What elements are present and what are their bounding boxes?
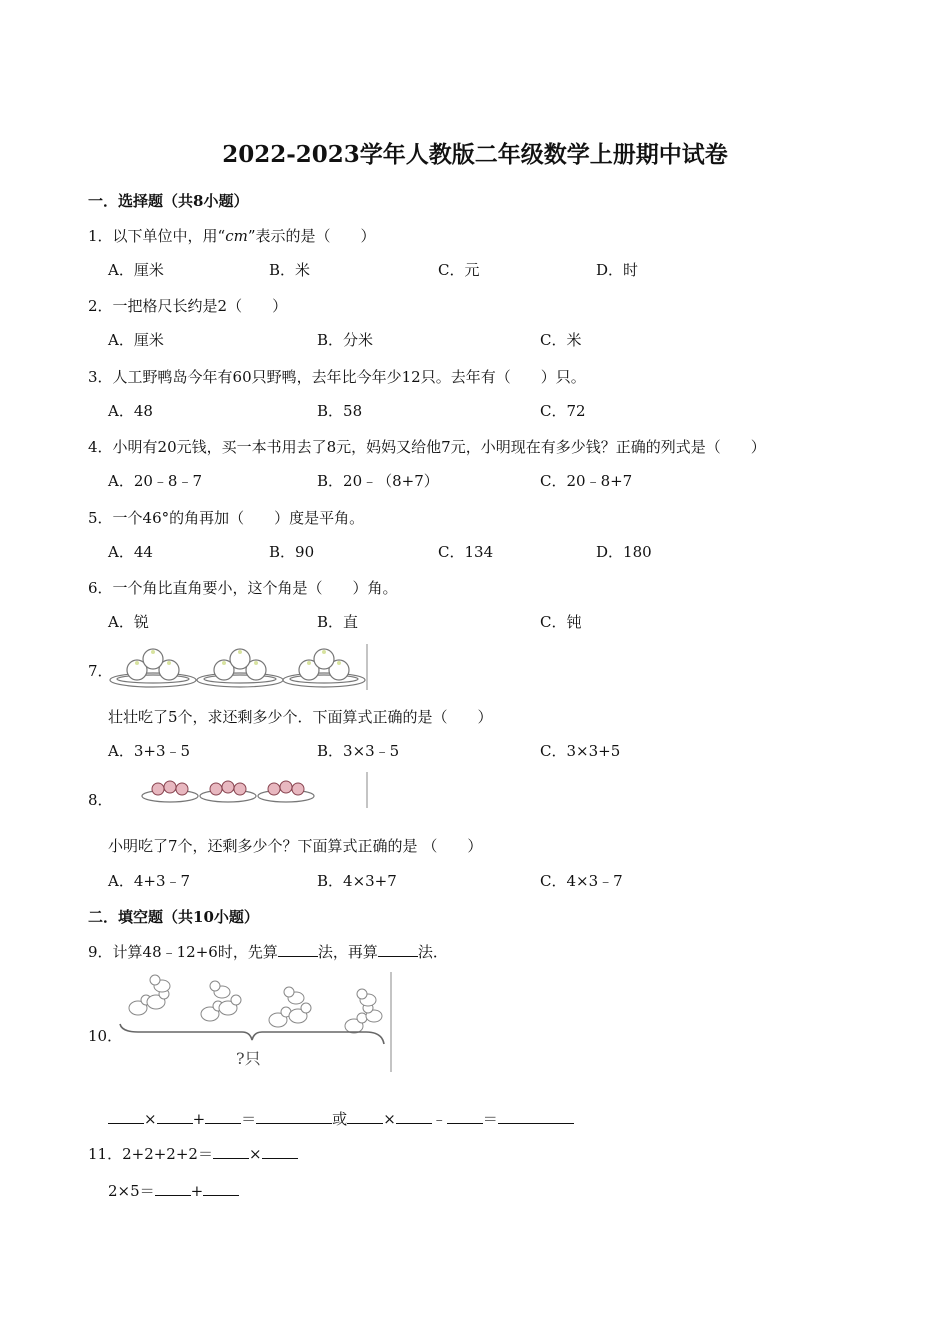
question-8-number: 8．	[88, 791, 113, 809]
option-c[interactable]: C．20﹣8+7	[540, 472, 633, 490]
question-text: 11．2+2+2+2＝	[88, 1145, 213, 1163]
option-b[interactable]: B．4×3+7	[317, 872, 397, 890]
question-text: 2×5＝	[108, 1182, 155, 1200]
question-text: 9．计算48﹣12+6时，先算	[88, 943, 278, 961]
option-c[interactable]: C．米	[540, 331, 582, 349]
peach-plates-drawing	[140, 772, 368, 808]
question-number: 1．	[88, 227, 113, 245]
unit-text: cm	[225, 227, 248, 245]
option-d[interactable]: D．180	[596, 543, 652, 561]
answer-blank[interactable]	[447, 1109, 483, 1124]
chicks-group-image	[118, 972, 392, 1072]
minus-sign: ﹣	[431, 1110, 447, 1128]
bun-plates-image	[108, 644, 368, 690]
question-text: 法．	[417, 943, 448, 961]
section-heading-fill: 二．填空题（共10小题）	[88, 908, 259, 926]
answer-blank[interactable]	[278, 942, 318, 957]
option-c[interactable]: C．元	[438, 261, 480, 279]
option-c[interactable]: C．134	[438, 543, 494, 561]
question-text: 以下单位中，用“	[112, 227, 226, 245]
answer-blank[interactable]	[262, 1144, 298, 1159]
option-a[interactable]: A．44	[108, 543, 153, 561]
option-a[interactable]: A．厘米	[108, 331, 164, 349]
question-text: ”表示的是（ ）	[247, 227, 376, 245]
question-10-formula	[108, 1108, 574, 1129]
option-a[interactable]: A．锐	[108, 613, 149, 631]
answer-blank[interactable]	[347, 1109, 383, 1124]
option-a[interactable]: A．4+3﹣7	[108, 872, 191, 890]
option-a[interactable]: A．20﹣8﹣7	[108, 472, 203, 490]
section-heading-choice: 一．选择题（共8小题）	[88, 192, 249, 210]
times-sign: ×	[248, 1145, 262, 1163]
question-9	[88, 941, 448, 962]
option-b[interactable]: B．20﹣（8+7）	[317, 472, 439, 490]
option-b[interactable]: B．90	[269, 543, 315, 561]
plus-sign: +	[190, 1182, 204, 1200]
question-8: 小明吃了7个，还剩多少个？下面算式正确的是 （ ）	[108, 837, 483, 855]
option-c[interactable]: C．钝	[540, 613, 582, 631]
answer-blank[interactable]	[108, 1109, 144, 1124]
times-sign: ×	[383, 1110, 396, 1128]
peach-plates-image	[140, 772, 368, 808]
question-2: 2．一把格尺长约是2（ ）	[88, 297, 288, 315]
question-7: 壮壮吃了5个，求还剩多少个．下面算式正确的是（ ）	[108, 708, 493, 726]
option-c[interactable]: C．72	[540, 402, 586, 420]
option-a[interactable]: A．厘米	[108, 261, 164, 279]
question-11-line2	[108, 1180, 239, 1201]
option-b[interactable]: B．58	[317, 402, 363, 420]
option-a[interactable]: A．3+3﹣5	[108, 742, 191, 760]
option-a[interactable]: A．48	[108, 402, 153, 420]
question-6: 6．一个角比直角要小，这个角是（ ）角。	[88, 579, 398, 597]
option-b[interactable]: B．分米	[317, 331, 374, 349]
question-10-number: 10．	[88, 1027, 123, 1045]
equals-sign: ＝	[241, 1110, 257, 1128]
answer-blank[interactable]	[378, 942, 418, 957]
question-5: 5．一个46°的角再加（ ）度是平角。	[88, 509, 365, 527]
option-c[interactable]: C．4×3﹣7	[540, 872, 623, 890]
plus-sign: +	[192, 1110, 206, 1128]
answer-blank[interactable]	[205, 1109, 241, 1124]
page-title: 2022-2023学年人教版二年级数学上册期中试卷	[222, 141, 728, 168]
question-3: 3．人工野鸭岛今年有60只野鸭，去年比今年少12只。去年有（ ）只。	[88, 368, 586, 386]
option-d[interactable]: D．时	[596, 261, 639, 279]
question-1	[88, 225, 376, 246]
answer-blank[interactable]	[396, 1109, 432, 1124]
question-11	[88, 1143, 298, 1164]
bun-plates-drawing	[108, 644, 368, 690]
or-text: 或	[332, 1110, 348, 1128]
equals-sign: ＝	[482, 1110, 498, 1128]
times-sign: ×	[144, 1110, 157, 1128]
question-7-number: 7．	[88, 662, 113, 680]
answer-blank[interactable]	[256, 1109, 332, 1124]
option-b[interactable]: B．米	[269, 261, 311, 279]
question-text: 法，再算	[317, 943, 378, 961]
answer-blank[interactable]	[498, 1109, 574, 1124]
option-b[interactable]: B．直	[317, 613, 359, 631]
answer-blank[interactable]	[157, 1109, 193, 1124]
question-4: 4．小明有20元钱，买一本书用去了8元，妈妈又给他7元，小明现在有多少钱？正确的列式是（ ）	[88, 438, 766, 456]
answer-blank[interactable]	[213, 1144, 249, 1159]
image-label: ?只	[236, 1049, 261, 1068]
option-b[interactable]: B．3×3﹣5	[317, 742, 400, 760]
answer-blank[interactable]	[203, 1181, 239, 1196]
option-c[interactable]: C．3×3+5	[540, 742, 621, 760]
answer-blank[interactable]	[155, 1181, 191, 1196]
